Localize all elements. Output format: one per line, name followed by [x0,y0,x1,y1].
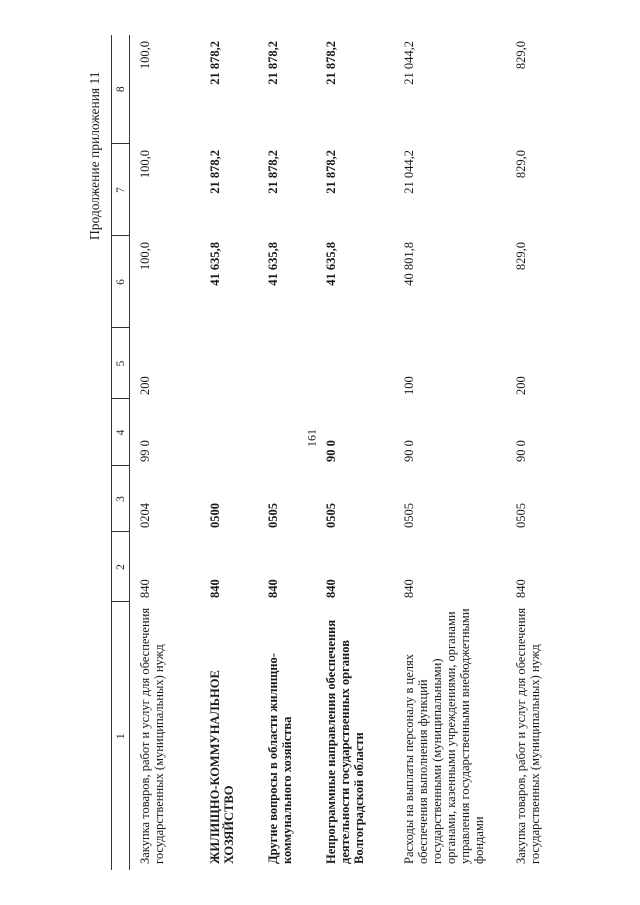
cell-section: 0505 [402,503,416,528]
cell-program: 99 0 [138,440,152,462]
table-row [394,35,506,870]
cell-section: 0500 [208,503,222,528]
row-name: Непрограммные направления обеспечения деятельности государственных органов Волгоградской области [324,619,366,864]
cell-amount-2: 21 878,2 [208,150,222,194]
col-header-5: 5 [112,328,130,399]
cell-section: 0505 [324,503,338,528]
col-header-6: 6 [112,236,130,328]
cell-amount-1: 829,0 [514,242,528,271]
cell-program [200,399,258,466]
cell-amount-2: 21 878,2 [324,150,338,194]
cell-ministry: 840 [402,579,416,598]
cell-amount-1: 41 635,8 [324,242,338,286]
cell-amount-2: 100,0 [138,150,152,179]
row-name: ЖИЛИЩНО-КОММУНАЛЬНОЕ ХОЗЯЙСТВО [208,670,236,864]
cell-amount-2: 21 878,2 [266,150,280,194]
row-name: Другие вопросы в области жилищно-коммунального хозяйства [266,653,294,864]
cell-ministry: 840 [208,579,222,598]
continuation-label: Продолжение приложения 11 [87,71,102,240]
cell-amount-3: 100,0 [138,41,152,70]
table-row [506,35,574,870]
cell-amount-3: 21 044,2 [402,41,416,85]
cell-expense-type [316,328,394,399]
cell-program [258,399,316,466]
cell-expense-type [258,328,316,399]
header-row [112,35,130,870]
col-header-1: 1 [112,602,130,870]
cell-ministry: 840 [514,579,528,598]
cell-amount-3: 21 878,2 [266,41,280,85]
cell-program: 90 0 [324,440,338,462]
table-row [200,35,258,870]
cell-amount-2: 829,0 [514,150,528,179]
cell-amount-1: 40 801,8 [402,242,416,286]
cell-amount-3: 21 878,2 [324,41,338,85]
cell-section: 0505 [266,503,280,528]
table-row [258,35,316,870]
col-header-8: 8 [112,35,130,144]
cell-amount-1: 100,0 [138,242,152,271]
cell-ministry: 840 [324,579,338,598]
row-name: Расходы на выплаты персоналу в целях обеспечения выполнения функций государственными (муниципальными) органами, казенными учреждениями, органами управления государственными внебюджетными фондами [402,608,486,864]
cell-expense-type: 200 [138,376,152,395]
table-row [130,35,201,870]
cell-amount-1: 41 635,8 [208,242,222,286]
cell-expense-type [200,328,258,399]
col-header-3: 3 [112,466,130,532]
cell-program: 90 0 [402,440,416,462]
cell-amount-1: 41 635,8 [266,242,280,286]
row-name: Закупка товаров, работ и услуг для обеспечения государственных (муниципальных) нужд [514,607,542,864]
table-row [316,35,394,870]
cell-ministry: 840 [138,579,152,598]
rotated-page-content [85,35,640,870]
cell-expense-type: 200 [514,376,528,395]
budget-table [111,35,574,870]
cell-section: 0204 [138,503,152,528]
col-header-7: 7 [112,144,130,236]
cell-expense-type: 100 [402,376,416,395]
row-name: Закупка товаров, работ и услуг для обеспечения государственных (муниципальных) нужд [138,607,166,864]
page-number: 161 [304,429,319,447]
col-header-2: 2 [112,532,130,602]
cell-amount-3: 829,0 [514,41,528,70]
col-header-4: 4 [112,399,130,466]
cell-amount-3: 21 878,2 [208,41,222,85]
cell-ministry: 840 [266,579,280,598]
cell-amount-2: 21 044,2 [402,150,416,194]
cell-section: 0505 [514,503,528,528]
cell-program: 90 0 [514,440,528,462]
